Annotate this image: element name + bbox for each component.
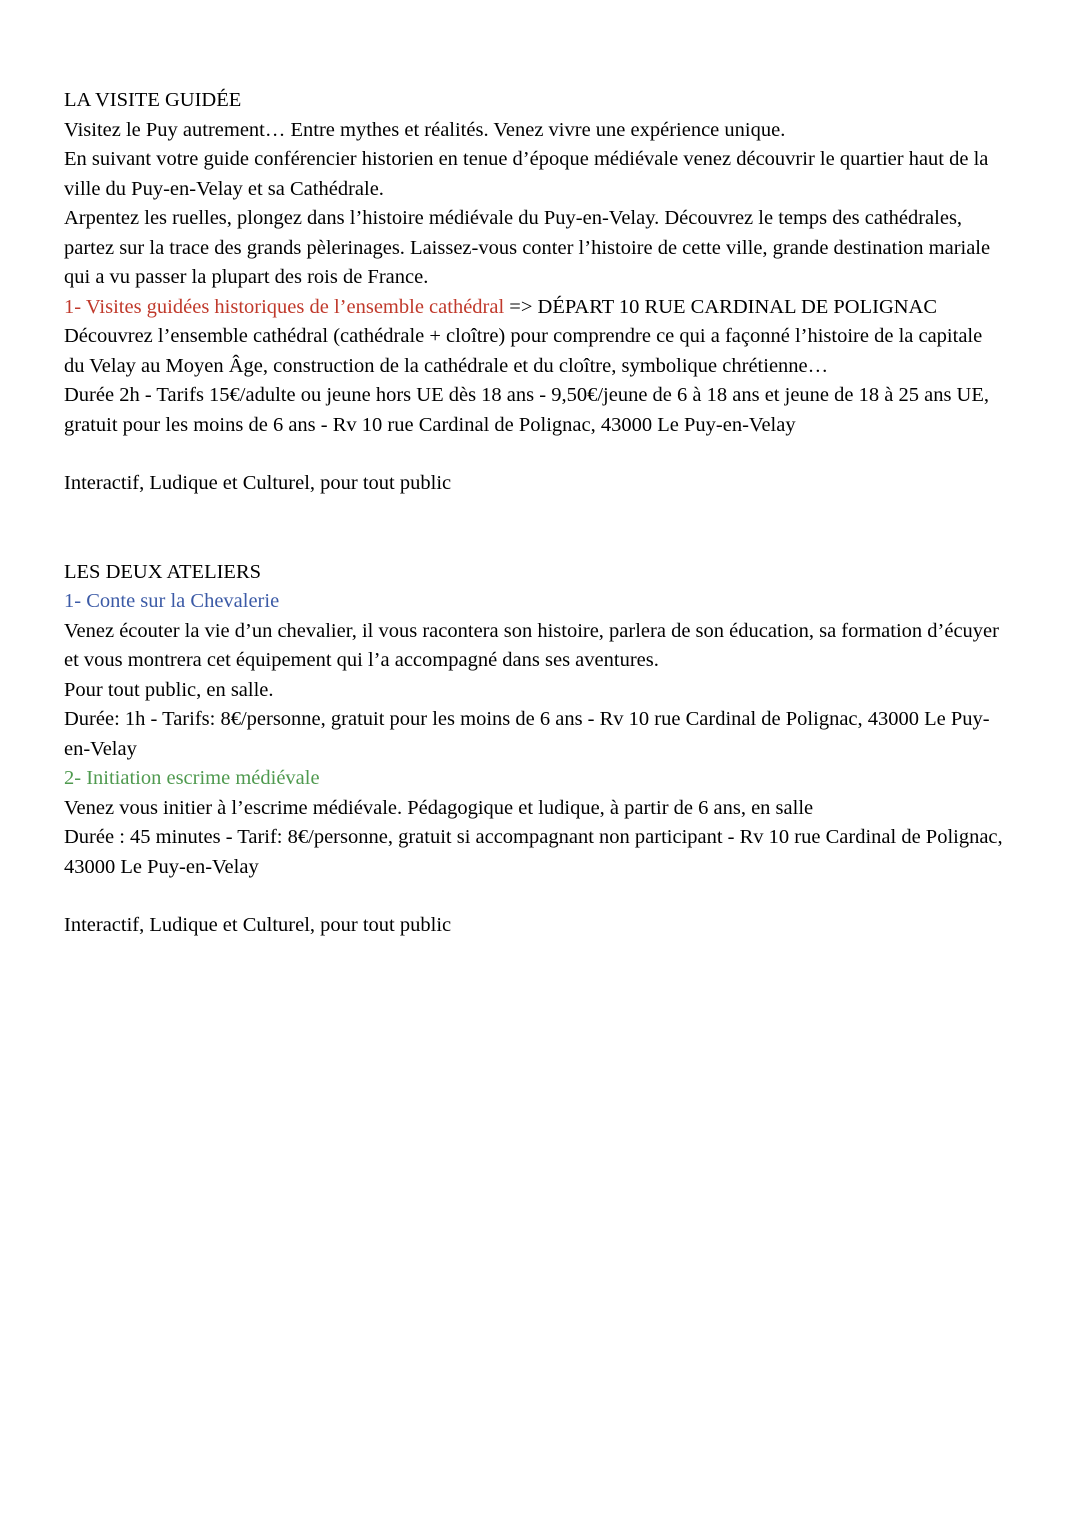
atelier-1-label: 1- Conte sur la Chevalerie [64, 590, 280, 612]
section-spacer [64, 499, 1007, 558]
document-body [64, 86, 1007, 941]
section-ateliers [64, 558, 1007, 941]
atelier-2-label: 2- Initiation escrime médiévale [64, 767, 320, 789]
spacer [64, 440, 1007, 469]
atelier-1-info: Durée: 1h - Tarifs: 8€/personne, gratuit pour les moins de 6 ans - Rv 10 rue Cardinal de Polignac, 43000 Le Puy-en-Velay [64, 708, 990, 760]
atelier-2-description: Venez vous initier à l’escrime médiévale. Pédagogique et ludique, à partir de 6 ans, en salle [64, 796, 814, 819]
visite-footer: Interactif, Ludique et Culturel, pour tout public [64, 472, 452, 494]
visite-intro-line-2: En suivant votre guide conférencier historien en tenue d’époque médiévale venez découvrir le quartier haut de la ville du Puy-en-Velay et sa Cathédrale. [64, 148, 989, 200]
visite-item-1-info: Durée 2h - Tarifs 15€/adulte ou jeune hors UE dès 18 ans - 9,50€/jeune de 6 à 18 ans et jeune de 18 à 25 ans UE, gratuit pour les moins de 6 ans - Rv 10 rue Cardinal de Polignac, 43000 Le Puy-en-Velay [64, 384, 989, 436]
visite-intro-line-3: Arpentez les ruelles, plongez dans l’histoire médiévale du Puy-en-Velay. Découvrez le temps des cathédrales, partez sur la trace des grands pèlerinages. Laissez-vous conter l’histoire de cette ville, grande destination mariale qui a vu passer la plupart des rois de France. [64, 207, 991, 288]
atelier-1-description: Venez écouter la vie d’un chevalier, il vous racontera son histoire, parlera de son éducation, sa formation d’écuyer et vous montrera cet équipement qui l’a accompagné dans ses aventures. [64, 619, 999, 671]
visite-item-1-heading [64, 293, 1007, 323]
section-visite-title: LA VISITE GUIDÉE [64, 89, 242, 111]
spacer [64, 882, 1007, 911]
section-visite-guidee [64, 86, 1007, 499]
visite-item-1-description: Découvrez l’ensemble cathédral (cathédrale + cloître) pour comprendre ce qui a façonné l’histoire de la capitale du Velay au Moyen Âge, construction de la cathédrale et du cloître, symbolique chrétienne… [64, 325, 983, 377]
section-ateliers-title: LES DEUX ATELIERS [64, 560, 262, 583]
visite-item-1-label: 1- Visites guidées historiques de l’ensemble cathédral [64, 295, 505, 318]
visite-item-1-departure: => DÉPART 10 RUE CARDINAL DE POLIGNAC [504, 295, 938, 318]
visite-intro-line-1: Visitez le Puy autrement… Entre mythes et réalités. Venez vivre une expérience unique. [64, 118, 786, 141]
ateliers-footer: Interactif, Ludique et Culturel, pour tout public [64, 914, 452, 936]
atelier-1-public: Pour tout public, en salle. [64, 678, 274, 701]
atelier-2-info: Durée : 45 minutes - Tarif: 8€/personne, gratuit si accompagnant non participant - Rv 10 rue Cardinal de Polignac, 43000 Le Puy-en-Velay [64, 826, 1003, 878]
